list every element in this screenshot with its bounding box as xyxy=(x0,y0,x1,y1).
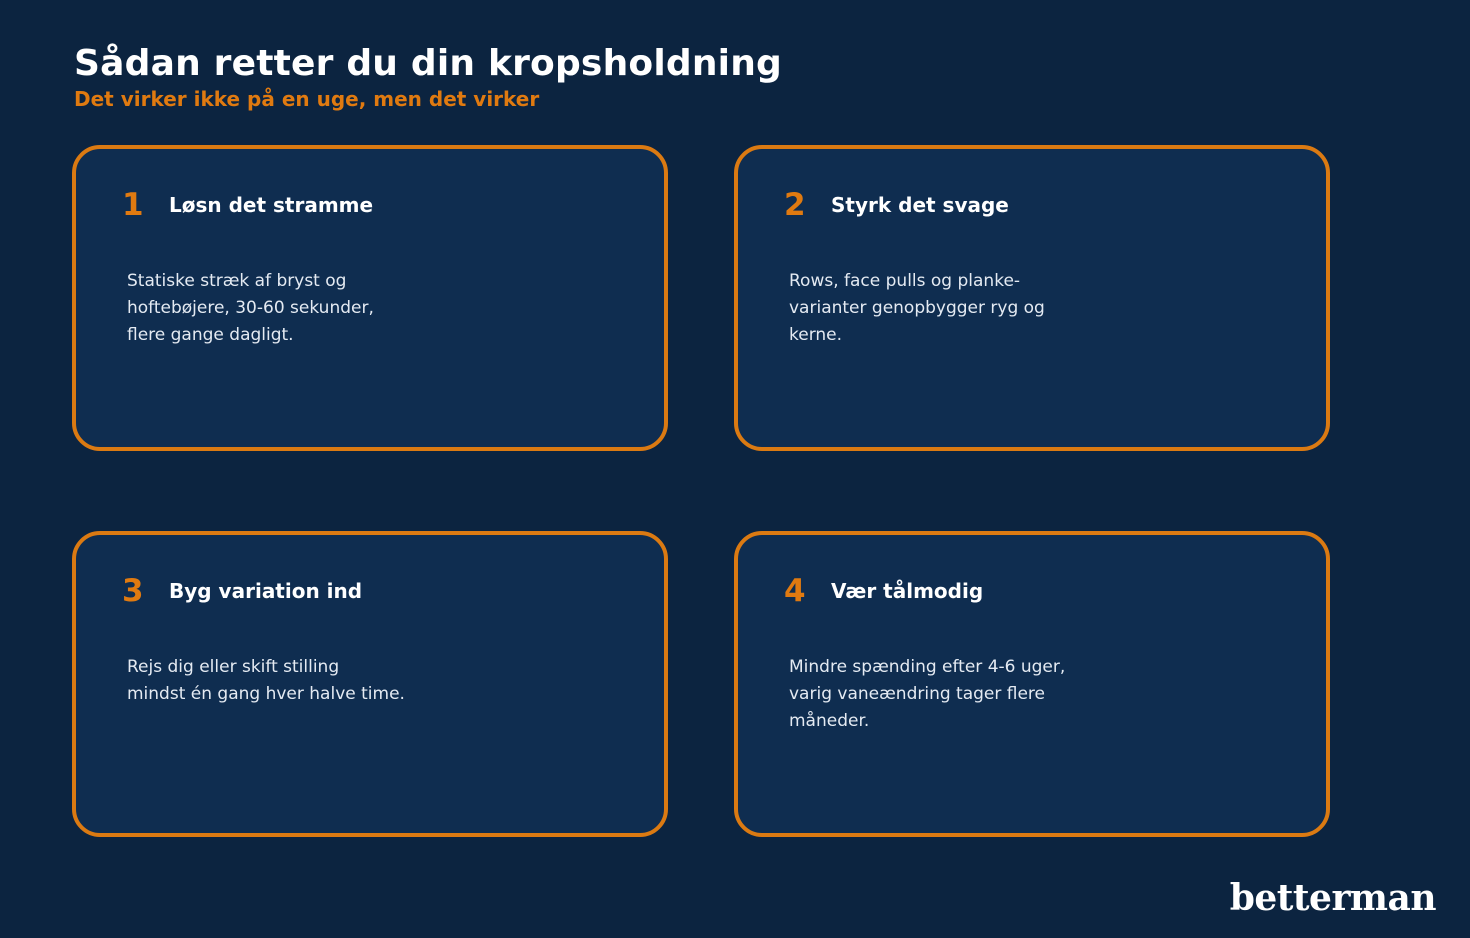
page-subtitle: Det virker ikke på en uge, men det virker xyxy=(74,87,540,111)
description-line: hoftebøjere, 30-60 sekunder, xyxy=(127,298,374,318)
step-card-1 xyxy=(72,145,668,451)
step-card-3 xyxy=(72,531,668,837)
step-description xyxy=(127,268,417,349)
description-line: Statiske stræk af bryst og xyxy=(127,271,347,291)
description-line: måneder. xyxy=(789,711,870,731)
step-description xyxy=(127,654,437,708)
description-line: Rejs dig eller skift stilling xyxy=(127,657,340,677)
step-title: Byg variation ind xyxy=(169,579,363,603)
step-number: 1 xyxy=(122,187,144,223)
step-description xyxy=(789,654,1089,735)
step-description xyxy=(789,268,1089,349)
description-line: mindst én gang hver halve time. xyxy=(127,684,405,704)
description-line: varig vaneændring tager flere xyxy=(789,684,1046,704)
step-card-2 xyxy=(734,145,1330,451)
step-title: Vær tålmodig xyxy=(831,579,984,603)
page-title: Sådan retter du din kropsholdning xyxy=(74,43,783,84)
step-number: 2 xyxy=(784,187,806,223)
description-line: Rows, face pulls og planke- xyxy=(789,271,1021,291)
brand-logo: betterman xyxy=(1229,877,1436,919)
step-title: Løsn det stramme xyxy=(169,193,374,217)
description-line: varianter genopbygger ryg og xyxy=(789,298,1045,318)
step-title: Styrk det svage xyxy=(831,193,1009,217)
description-line: kerne. xyxy=(789,325,843,345)
description-line: flere gange dagligt. xyxy=(127,325,294,345)
step-number: 4 xyxy=(784,573,806,609)
header xyxy=(74,42,782,112)
step-card-4 xyxy=(734,531,1330,837)
step-number: 3 xyxy=(122,573,144,609)
description-line: Mindre spænding efter 4-6 uger, xyxy=(789,657,1066,677)
